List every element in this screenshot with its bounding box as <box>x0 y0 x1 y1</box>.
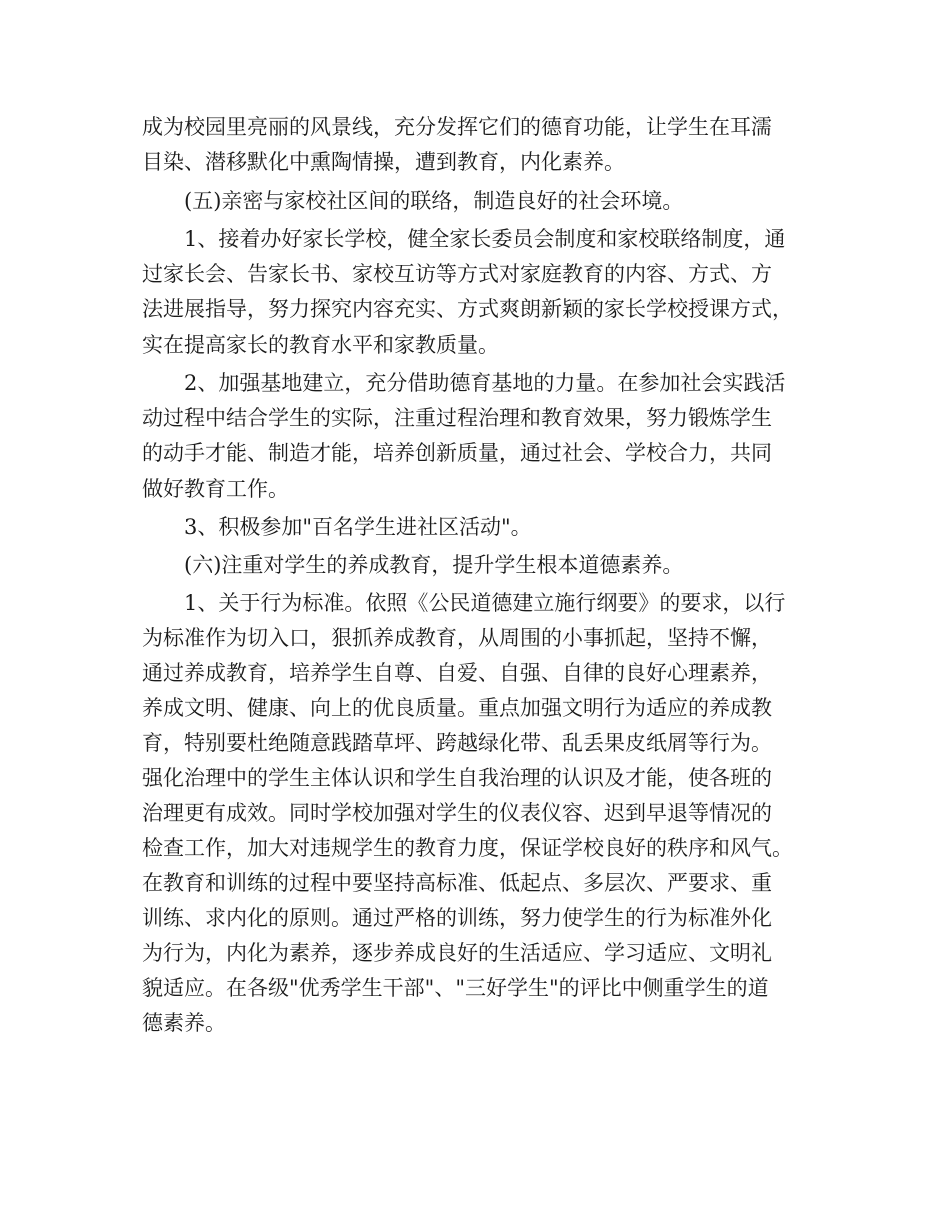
text-line: 检查工作，加大对违规学生的教育力度，保证学校良好的秩序和风气。 <box>142 836 793 860</box>
text-line: 2、加强基地建立，充分借助德育基地的力量。在参加社会实践活 <box>184 371 786 395</box>
text-line: 3、积极参加"百名学生进社区活动"。 <box>184 515 532 539</box>
text-line: 育，特别要杜绝随意践踏草坪、跨越绿化带、乱丢果皮纸屑等行为。 <box>142 731 772 755</box>
section-heading: (六)注重对学生的养成教育，提升学生根本道德素养。 <box>184 553 684 577</box>
text-line: 做好教育工作。 <box>142 477 289 501</box>
text-line: 1、关于行为标准。依照《公民道德建立施行纲要》的要求，以行 <box>184 591 786 615</box>
text-line: 动过程中结合学生的实际，注重过程治理和教育效果，努力锻炼学生 <box>142 406 772 430</box>
section-heading: (五)亲密与家校社区间的联络，制造良好的社会环境。 <box>184 189 684 213</box>
text-line: 目染、潜移默化中熏陶情操，遭到教育，内化素养。 <box>142 150 625 174</box>
text-line: 养成文明、健康、向上的优良质量。重点加强文明行为适应的养成教 <box>142 696 772 720</box>
text-line: 1、接着办好家长学校，健全家长委员会制度和家校联络制度，通 <box>184 227 786 251</box>
text-line: 的动手才能、制造才能，培养创新质量，通过社会、学校合力，共同 <box>142 441 772 465</box>
text-line: 德素养。 <box>142 1011 226 1035</box>
text-line: 在教育和训练的过程中要坚持高标准、低起点、多层次、严要求、重 <box>142 871 772 895</box>
text-line: 为行为，内化为素养，逐步养成良好的生活适应、学习适应、文明礼 <box>142 941 772 965</box>
text-line: 为标准作为切入口，狠抓养成教育，从周围的小事抓起，坚持不懈， <box>142 626 772 650</box>
text-line: 过家长会、告家长书、家校互访等方式对家庭教育的内容、方式、方 <box>142 262 772 286</box>
text-line: 强化治理中的学生主体认识和学生自我治理的认识及才能，使各班的 <box>142 766 772 790</box>
text-line: 训练、求内化的原则。通过严格的训练，努力使学生的行为标准外化 <box>142 906 772 930</box>
document-page <box>142 0 826 1230</box>
text-line: 治理更有成效。同时学校加强对学生的仪表仪容、迟到早退等情况的 <box>142 801 772 825</box>
text-line: 成为校园里亮丽的风景线，充分发挥它们的德育功能，让学生在耳濡 <box>142 115 772 139</box>
text-line: 貌适应。在各级"优秀学生干部"、"三好学生"的评比中侧重学生的道 <box>142 976 769 1000</box>
text-line: 实在提高家长的教育水平和家教质量。 <box>142 333 499 357</box>
text-line: 通过养成教育，培养学生自尊、自爱、自强、自律的良好心理素养， <box>142 661 772 685</box>
text-line: 法进展指导，努力探究内容充实、方式爽朗新颖的家长学校授课方式， <box>142 297 793 321</box>
